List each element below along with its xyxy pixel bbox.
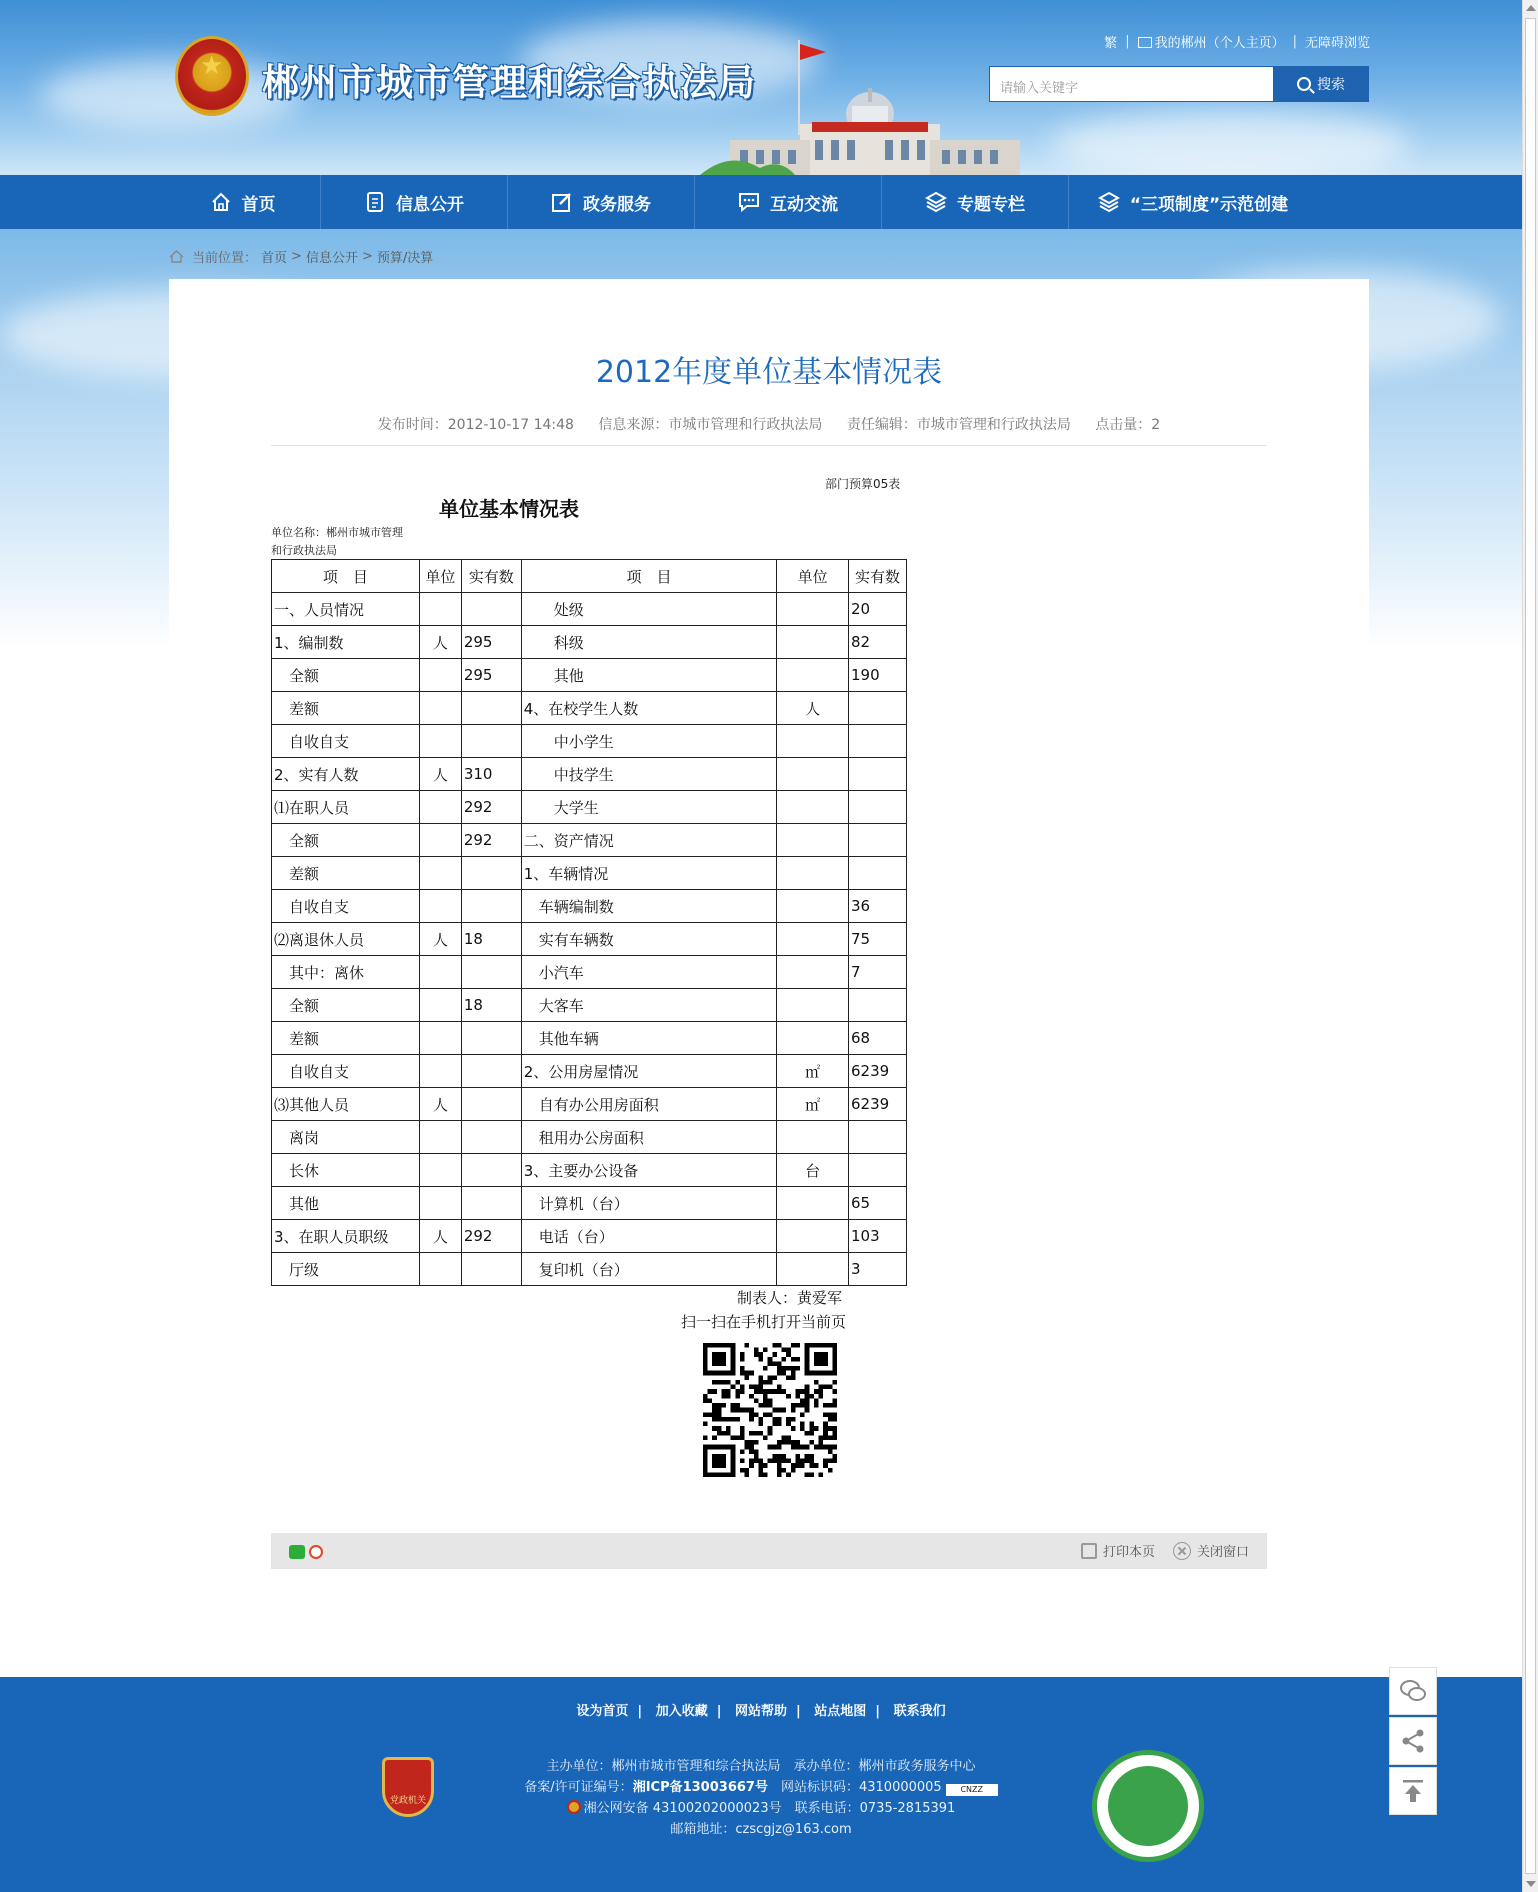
layers-icon	[925, 191, 947, 213]
table-cell: 其他车辆	[521, 1022, 776, 1055]
table-row	[272, 791, 907, 824]
table-cell	[849, 824, 907, 857]
table-cell: 1、编制数	[272, 626, 420, 659]
nav-label: 互动交流	[770, 194, 838, 215]
table-cell: 其他	[521, 659, 776, 692]
table-cell: 人	[419, 923, 461, 956]
separator: |	[796, 1704, 801, 1719]
table-cell	[461, 692, 521, 725]
table-cell: 大学生	[521, 791, 776, 824]
search-button[interactable]	[1273, 66, 1369, 102]
cloud-decoration	[1050, 110, 1410, 175]
nav-label: 政务服务	[583, 194, 651, 215]
home-icon	[169, 250, 184, 263]
table-cell: 2、实有人数	[272, 758, 420, 791]
table-cell: 电话（台）	[521, 1220, 776, 1253]
hit-count: 点击量：2	[1095, 417, 1161, 433]
separator: |	[637, 1704, 643, 1719]
table-cell	[461, 1154, 521, 1187]
table-cell: ⑶其他人员	[272, 1088, 420, 1121]
table-cell: 292	[461, 791, 521, 824]
table-cell: 6239	[849, 1055, 907, 1088]
nav-home[interactable]	[165, 175, 321, 229]
icp-link[interactable]: 湘ICP备13003667号	[632, 1780, 768, 1795]
breadcrumb-separator: >	[361, 249, 373, 264]
table-cell	[777, 1220, 849, 1253]
printer-icon	[1081, 1543, 1097, 1559]
table-cell	[419, 1121, 461, 1154]
chat-icon	[738, 191, 760, 213]
table-cell: 实有车辆数	[521, 923, 776, 956]
unit-name-line: 单位名称：郴州市城市管理	[271, 526, 403, 539]
table-row	[272, 1187, 907, 1220]
table-cell: 7	[849, 956, 907, 989]
nav-label: 首页	[241, 194, 276, 215]
table-cell	[777, 791, 849, 824]
column-header: 实有数	[461, 560, 521, 593]
nav-special-topics[interactable]	[882, 175, 1069, 229]
government-building-image	[700, 40, 1040, 175]
table-cell	[777, 956, 849, 989]
article-card	[169, 279, 1369, 1639]
site-header	[0, 0, 1522, 175]
table-cell: 4、在校学生人数	[521, 692, 776, 725]
footer-link-set-home[interactable]: 设为首页	[576, 1704, 629, 1719]
column-header: 单位	[419, 560, 461, 593]
table-row	[272, 890, 907, 923]
my-portal-label: 我的郴州（个人主页）	[1154, 36, 1285, 51]
table-cell: 人	[419, 758, 461, 791]
table-cell: 一、人员情况	[272, 593, 420, 626]
table-cell: 68	[849, 1022, 907, 1055]
print-label: 打印本页	[1102, 1545, 1155, 1560]
table-cell: 人	[419, 1088, 461, 1121]
table-cell: 人	[419, 626, 461, 659]
table-cell	[777, 659, 849, 692]
publish-time: 发布时间：2012-10-17 14:48	[377, 417, 574, 433]
table-cell: 自收自支	[272, 1055, 420, 1088]
sponsor-line: 主办单位：郴州市城市管理和综合执法局 承办单位：郴州市政务服务中心	[546, 1759, 976, 1774]
site-footer	[0, 1677, 1522, 1892]
breadcrumb-item-home[interactable]: 首页	[261, 251, 288, 266]
table-row	[272, 1220, 907, 1253]
table-cell: 人	[777, 692, 849, 725]
form-number: 部门预算05表	[825, 477, 901, 491]
table-cell: 租用办公房面积	[521, 1121, 776, 1154]
home-icon	[210, 191, 232, 213]
table-cell	[777, 1187, 849, 1220]
cloud-decoration	[40, 60, 300, 130]
table-cell: 人	[419, 1220, 461, 1253]
close-icon	[1173, 1542, 1191, 1560]
table-cell	[777, 725, 849, 758]
nav-label: 信息公开	[396, 194, 464, 215]
table-row	[272, 593, 907, 626]
table-cell	[419, 824, 461, 857]
table-row	[272, 1022, 907, 1055]
scroll-up-icon[interactable]	[1526, 5, 1536, 11]
table-cell: 292	[461, 824, 521, 857]
table-row	[272, 1154, 907, 1187]
table-cell: 中技学生	[521, 758, 776, 791]
scrollbar[interactable]	[1522, 0, 1538, 1892]
table-header-row	[272, 560, 907, 593]
table-cell	[461, 1121, 521, 1154]
table-cell: ㎡	[777, 1055, 849, 1088]
table-cell: 自有办公用房面积	[521, 1088, 776, 1121]
table-cell: 103	[849, 1220, 907, 1253]
close-label: 关闭窗口	[1196, 1545, 1249, 1560]
table-cell: 2、公用房屋情况	[521, 1055, 776, 1088]
table-row	[272, 857, 907, 890]
table-cell	[777, 1022, 849, 1055]
national-emblem-icon: ★	[175, 36, 249, 116]
table-cell	[419, 1022, 461, 1055]
nav-label: 专题专栏	[957, 194, 1025, 215]
table-row	[272, 1055, 907, 1088]
footer-links	[0, 1700, 1522, 1719]
share-icon	[1398, 1726, 1428, 1756]
police-badge-icon	[567, 1800, 581, 1814]
breadcrumb-prefix: 当前位置：	[192, 251, 258, 266]
wechat-share-icon[interactable]	[289, 1545, 305, 1559]
table-cell	[849, 725, 907, 758]
table-cell: 3、主要办公设备	[521, 1154, 776, 1187]
search-button-label: 搜索	[1317, 77, 1345, 93]
table-cell	[777, 890, 849, 923]
unit-info-table	[271, 559, 907, 1286]
table-cell: ⑵离退休人员	[272, 923, 420, 956]
table-cell: 全额	[272, 989, 420, 1022]
table-cell: 中小学生	[521, 725, 776, 758]
page-actions	[1081, 1541, 1249, 1560]
footer-link-sitemap[interactable]: 站点地图	[814, 1704, 867, 1719]
table-cell: 差额	[272, 857, 420, 890]
table-cell	[849, 758, 907, 791]
layers-icon	[1098, 191, 1120, 213]
table-cell	[461, 1022, 521, 1055]
responsible-editor: 责任编辑：市城市管理和行政执法局	[846, 417, 1071, 433]
leaf-emblem-icon	[1108, 1766, 1188, 1846]
table-cell	[461, 1088, 521, 1121]
table-cell	[461, 857, 521, 890]
table-row	[272, 989, 907, 1022]
monitor-icon	[1138, 37, 1152, 48]
print-page-button[interactable]	[1081, 1541, 1155, 1560]
table-row	[272, 725, 907, 758]
footer-link-favorite[interactable]: 加入收藏	[655, 1704, 708, 1719]
scroll-thumb[interactable]	[1525, 18, 1536, 1874]
article-title: 2012年度单位基本情况表	[595, 355, 943, 390]
table-cell: 3	[849, 1253, 907, 1286]
table-cell	[419, 956, 461, 989]
table-maker: 制表人：黄爱军	[737, 1289, 843, 1307]
footer-info	[0, 1756, 1522, 1840]
search-icon	[1297, 77, 1311, 91]
table-cell	[777, 857, 849, 890]
table-cell: 离岗	[272, 1121, 420, 1154]
back-to-top-button[interactable]	[1389, 1767, 1437, 1815]
separator: |	[1125, 34, 1130, 49]
table-cell	[777, 923, 849, 956]
unit-name	[271, 524, 431, 560]
close-window-button[interactable]	[1173, 1541, 1249, 1560]
wechat-float-button[interactable]	[1389, 1667, 1437, 1715]
police-record[interactable]: 湘公网安备 43100202000023号	[583, 1801, 782, 1816]
badge-label: 党政机关	[389, 1796, 426, 1806]
search-input[interactable]: 请输入关键字	[989, 66, 1274, 102]
table-cell: 其他	[272, 1187, 420, 1220]
table-cell: 75	[849, 923, 907, 956]
table-cell: 差额	[272, 1022, 420, 1055]
share-bar	[271, 1533, 1267, 1569]
email-line: 邮箱地址：czscgjz@163.com	[670, 1822, 852, 1837]
site-title[interactable]: 郴州市城市管理和综合执法局	[262, 61, 756, 104]
table-cell	[777, 1121, 849, 1154]
table-row	[272, 758, 907, 791]
table-cell	[849, 1121, 907, 1154]
share-icons	[289, 1545, 323, 1559]
table-cell: 295	[461, 626, 521, 659]
table-row	[272, 1253, 907, 1286]
table-cell	[461, 1253, 521, 1286]
table-cell	[461, 1187, 521, 1220]
table-cell: 自收自支	[272, 890, 420, 923]
table-cell: 3、在职人员职级	[272, 1220, 420, 1253]
table-cell	[849, 1154, 907, 1187]
arrow-up-icon	[1398, 1776, 1428, 1806]
traditional-chinese-link[interactable]: 繁	[1104, 36, 1118, 51]
accessible-browsing-link[interactable]: 无障碍浏览	[1304, 36, 1370, 51]
table-cell: 大客车	[521, 989, 776, 1022]
table-cell: 295	[461, 659, 521, 692]
table-cell	[777, 824, 849, 857]
table-cell	[849, 857, 907, 890]
breadcrumb-item-budget[interactable]: 预算/决算	[376, 251, 434, 266]
wechat-icon	[1398, 1676, 1428, 1706]
nav-interaction[interactable]	[695, 175, 882, 229]
divider	[271, 445, 1267, 446]
table-cell: 6239	[849, 1088, 907, 1121]
table-cell: ㎡	[777, 1088, 849, 1121]
separator: |	[1292, 34, 1297, 49]
table-cell: 台	[777, 1154, 849, 1187]
unit-name-line: 和行政执法局	[271, 544, 337, 557]
nav-three-systems[interactable]	[1069, 175, 1317, 229]
nav-info-disclosure[interactable]	[321, 175, 508, 229]
table-cell	[419, 1154, 461, 1187]
my-portal-link[interactable]	[1138, 32, 1285, 51]
table-title: 单位基本情况表	[439, 497, 579, 521]
icp-prefix: 备案/许可证编号：	[524, 1780, 633, 1795]
table-row	[272, 1088, 907, 1121]
table-cell	[461, 725, 521, 758]
table-cell: 计算机（台）	[521, 1187, 776, 1220]
table-cell: 差额	[272, 692, 420, 725]
table-cell: 1、车辆情况	[521, 857, 776, 890]
table-cell: 车辆编制数	[521, 890, 776, 923]
table-cell	[849, 989, 907, 1022]
column-header: 单位	[777, 560, 849, 593]
article-meta	[169, 414, 1369, 434]
table-cell	[461, 890, 521, 923]
table-cell: 处级	[521, 593, 776, 626]
table-cell	[419, 1055, 461, 1088]
table-row	[272, 1121, 907, 1154]
table-row	[272, 956, 907, 989]
table-cell: 自收自支	[272, 725, 420, 758]
breadcrumb-separator: >	[291, 249, 302, 264]
breadcrumb-item-info[interactable]: 信息公开	[305, 251, 358, 266]
breadcrumb	[169, 247, 433, 266]
info-source: 信息来源：市城市管理和行政执法局	[598, 417, 823, 433]
nav-label: “三项制度”示范创建	[1129, 194, 1289, 215]
table-cell	[419, 857, 461, 890]
table-cell	[419, 659, 461, 692]
table-cell: 小汽车	[521, 956, 776, 989]
site-code: 网站标识码：4310000005	[780, 1780, 942, 1795]
column-header: 项 目	[272, 560, 420, 593]
table-cell: 其中：离休	[272, 956, 420, 989]
contact-phone: 联系电话：0735-2815391	[794, 1801, 956, 1816]
cnzz-badge[interactable]: CNZZ	[946, 1784, 998, 1796]
table-cell	[419, 1253, 461, 1286]
table-cell	[461, 1055, 521, 1088]
table-cell	[777, 989, 849, 1022]
civilized-website-badge[interactable]	[1092, 1750, 1204, 1862]
table-cell: 65	[849, 1187, 907, 1220]
police-line	[0, 1798, 1522, 1819]
table-cell	[419, 692, 461, 725]
table-cell: 190	[849, 659, 907, 692]
column-header: 项 目	[521, 560, 776, 593]
edit-icon	[551, 191, 573, 213]
table-cell: 全额	[272, 659, 420, 692]
table-cell	[419, 989, 461, 1022]
table-cell: 310	[461, 758, 521, 791]
table-row	[272, 824, 907, 857]
qr-code-image	[703, 1343, 837, 1477]
column-header: 实有数	[849, 560, 907, 593]
table-cell	[419, 725, 461, 758]
table-cell	[777, 626, 849, 659]
table-cell	[419, 593, 461, 626]
table-cell	[419, 1187, 461, 1220]
table-cell: 18	[461, 989, 521, 1022]
table-row	[272, 626, 907, 659]
table-cell	[461, 593, 521, 626]
share-float-button[interactable]	[1389, 1717, 1437, 1765]
table-row	[272, 659, 907, 692]
table-cell: 292	[461, 1220, 521, 1253]
table-cell: 科级	[521, 626, 776, 659]
table-cell: 18	[461, 923, 521, 956]
main-nav	[0, 175, 1522, 229]
table-cell: 二、资产情况	[521, 824, 776, 857]
table-row	[272, 692, 907, 725]
table-row	[272, 923, 907, 956]
separator: |	[716, 1704, 722, 1719]
table-cell	[419, 791, 461, 824]
document-icon	[364, 191, 386, 213]
scroll-down-icon[interactable]	[1526, 1881, 1536, 1887]
footer-link-contact[interactable]: 联系我们	[893, 1704, 946, 1719]
table-cell: 36	[849, 890, 907, 923]
qr-caption: 扫一扫在手机打开当前页	[681, 1313, 847, 1331]
table-cell: 20	[849, 593, 907, 626]
table-cell: 长休	[272, 1154, 420, 1187]
table-cell	[849, 791, 907, 824]
nav-government-services[interactable]	[508, 175, 695, 229]
table-cell	[777, 593, 849, 626]
table-cell	[849, 692, 907, 725]
table-cell	[419, 890, 461, 923]
table-cell: 厅级	[272, 1253, 420, 1286]
top-links	[1104, 32, 1370, 51]
table-cell: 全额	[272, 824, 420, 857]
table-cell: 82	[849, 626, 907, 659]
footer-link-help[interactable]: 网站帮助	[734, 1704, 787, 1719]
table-cell: ⑴在职人员	[272, 791, 420, 824]
table-cell	[461, 956, 521, 989]
table-cell	[777, 1253, 849, 1286]
table-cell	[777, 758, 849, 791]
weibo-share-icon[interactable]	[309, 1545, 323, 1559]
separator: |	[875, 1704, 881, 1719]
icp-line	[0, 1777, 1522, 1798]
table-cell: 复印机（台）	[521, 1253, 776, 1286]
